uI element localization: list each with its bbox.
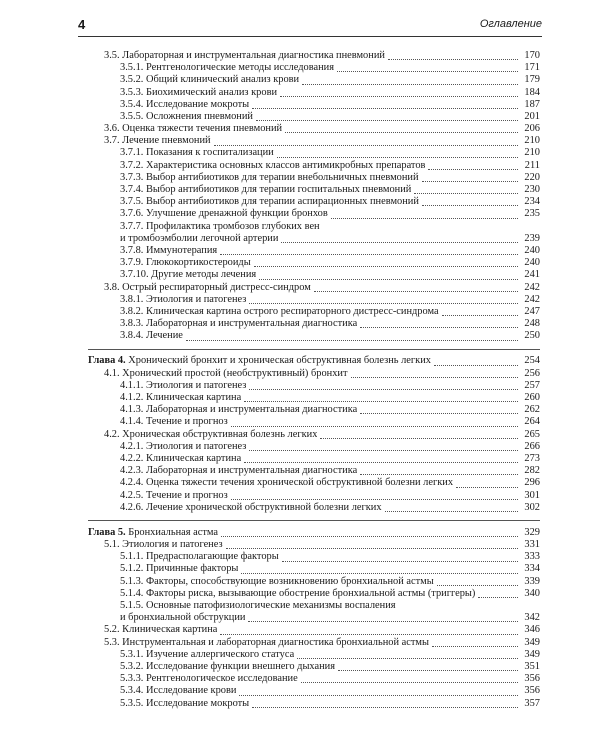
toc-entry bbox=[88, 87, 540, 99]
toc-page-number: 334 bbox=[524, 563, 540, 575]
entry-text: и бронхиальной обструкции bbox=[120, 612, 246, 624]
toc-entry-title bbox=[120, 99, 249, 111]
toc-entry-title bbox=[120, 330, 183, 342]
toc-section-chapter-3 bbox=[88, 50, 540, 343]
entry-text: 5.3.3. Рентгенологическое исследование bbox=[120, 673, 298, 685]
toc-chapter-entry bbox=[88, 527, 540, 539]
toc-page-number: 241 bbox=[524, 269, 540, 281]
toc-entry bbox=[88, 306, 540, 318]
toc-page-number: 273 bbox=[524, 452, 540, 464]
toc-page-number: 210 bbox=[524, 135, 540, 147]
dot-leader bbox=[360, 413, 518, 414]
dot-leader bbox=[226, 548, 518, 549]
dot-leader bbox=[338, 670, 518, 671]
entry-text: 4.2.2. Клиническая картина bbox=[120, 452, 242, 464]
entry-text: 4.1.2. Клиническая картина bbox=[120, 392, 242, 404]
toc-entry-title bbox=[120, 563, 238, 575]
toc-entry-title bbox=[120, 551, 279, 563]
toc-entry-title bbox=[120, 416, 228, 428]
toc-entry-title bbox=[120, 87, 277, 99]
toc-entry bbox=[88, 685, 540, 697]
toc-entry bbox=[88, 135, 540, 147]
toc-page-number: 230 bbox=[524, 184, 540, 196]
toc-entry-title bbox=[120, 257, 251, 269]
dot-leader bbox=[360, 474, 518, 475]
toc-entry bbox=[88, 208, 540, 220]
toc-page-number: 282 bbox=[524, 465, 540, 477]
toc-entry-title bbox=[104, 135, 211, 147]
entry-text: 3.8.2. Клиническая картина острого респираторного дистресс-синдрома bbox=[120, 305, 439, 317]
entry-text: 5.1.2. Причинные факторы bbox=[120, 563, 239, 575]
entry-text: 3.5. Лабораторная и инструментальная диагностика пневмоний bbox=[104, 49, 385, 61]
toc-page-number: 179 bbox=[524, 74, 540, 86]
toc-entry bbox=[88, 257, 540, 269]
toc-section-chapter-5 bbox=[88, 527, 540, 710]
toc-page-number: 242 bbox=[524, 281, 540, 293]
toc-entry bbox=[88, 330, 540, 342]
page-header bbox=[78, 16, 542, 37]
toc-entry bbox=[88, 564, 540, 576]
dot-leader bbox=[254, 266, 518, 267]
toc-page-number: 242 bbox=[524, 293, 540, 305]
section-divider bbox=[88, 349, 540, 350]
entry-text: 4.1.3. Лабораторная и инструментальная диагностика bbox=[120, 404, 358, 416]
toc-entry-title bbox=[120, 502, 382, 514]
dot-leader bbox=[231, 499, 518, 500]
entry-text: 4.1.1. Этиология и патогенез bbox=[120, 379, 247, 391]
table-of-contents bbox=[88, 50, 540, 710]
toc-page-number: 240 bbox=[524, 244, 540, 256]
toc-entry bbox=[88, 576, 540, 588]
toc-page-number: 187 bbox=[524, 98, 540, 110]
toc-entry bbox=[88, 649, 540, 661]
toc-page-number: 302 bbox=[524, 501, 540, 513]
toc-page-number: 349 bbox=[524, 636, 540, 648]
toc-entry bbox=[88, 637, 540, 649]
entry-text: 5.1. Этиология и патогенез bbox=[104, 539, 223, 551]
toc-entry-title bbox=[120, 147, 274, 159]
dot-leader bbox=[256, 120, 518, 121]
toc-entry bbox=[88, 416, 540, 428]
entry-text: 3.7.7. Профилактика тромбозов глубоких вен bbox=[120, 220, 320, 232]
toc-entry bbox=[88, 282, 540, 294]
toc-entry bbox=[88, 233, 540, 245]
dot-leader bbox=[456, 487, 518, 488]
toc-entry-title bbox=[120, 184, 411, 196]
dot-leader bbox=[241, 573, 518, 574]
toc-page-number: 264 bbox=[524, 416, 540, 428]
toc-entry-title bbox=[120, 465, 357, 477]
running-title: Оглавление bbox=[479, 18, 542, 30]
toc-entry-title bbox=[120, 74, 299, 86]
entry-text: 3.5.3. Биохимический анализ крови bbox=[120, 86, 278, 98]
toc-entry bbox=[88, 160, 540, 172]
entry-text: Хронический бронхит и хроническая обструктивная болезнь легких bbox=[125, 355, 431, 367]
chapter-label: Глава 4. bbox=[88, 355, 126, 367]
toc-page-number: 342 bbox=[524, 612, 540, 624]
toc-entry-title bbox=[104, 282, 311, 294]
toc-entry bbox=[88, 429, 540, 441]
entry-text: 3.7.4. Выбор антибиотиков для терапии госпитальных пневмоний bbox=[120, 184, 412, 196]
toc-page-number: 206 bbox=[524, 123, 540, 135]
entry-text: 3.7. Лечение пневмоний bbox=[104, 135, 211, 147]
toc-entry-title bbox=[120, 233, 278, 245]
toc-page-number: 184 bbox=[524, 86, 540, 98]
toc-entry-title bbox=[120, 160, 425, 172]
dot-leader bbox=[186, 340, 518, 341]
entry-text: 5.2. Клиническая картина bbox=[104, 624, 218, 636]
toc-entry bbox=[88, 368, 540, 380]
toc-entry-title bbox=[120, 392, 241, 404]
toc-entry bbox=[88, 294, 540, 306]
toc-entry bbox=[88, 673, 540, 685]
toc-page-number: 171 bbox=[524, 62, 540, 74]
toc-entry-title bbox=[120, 208, 328, 220]
dot-leader bbox=[388, 59, 518, 60]
page-number: 4 bbox=[78, 17, 86, 32]
toc-page-number: 257 bbox=[524, 379, 540, 391]
toc-page-number: 247 bbox=[524, 305, 540, 317]
toc-entry bbox=[88, 380, 540, 392]
toc-entry-title bbox=[120, 685, 236, 697]
entry-text: 5.1.5. Основные патофизиологические механизмы воспаления bbox=[120, 600, 396, 612]
dot-leader bbox=[320, 438, 518, 439]
toc-entry-title bbox=[120, 318, 357, 330]
toc-entry bbox=[88, 318, 540, 330]
toc-entry-title bbox=[104, 368, 348, 380]
entry-text: 5.3.4. Исследование крови bbox=[120, 685, 237, 697]
dot-leader bbox=[220, 634, 518, 635]
entry-text: 3.7.2. Характеристика основных классов антимикробных препаратов bbox=[120, 159, 426, 171]
toc-entry bbox=[88, 661, 540, 673]
dot-leader bbox=[239, 695, 518, 696]
toc-page-number: 254 bbox=[524, 355, 540, 367]
entry-text: 4.1. Хронический простой (необструктивный) бронхит bbox=[104, 367, 348, 379]
toc-entry-title bbox=[120, 62, 334, 74]
toc-entry bbox=[88, 99, 540, 111]
toc-entry-title bbox=[120, 490, 228, 502]
toc-page-number: 201 bbox=[524, 110, 540, 122]
toc-entry-title bbox=[104, 539, 223, 551]
entry-text: 5.3.5. Исследование мокроты bbox=[120, 697, 250, 709]
dot-leader bbox=[252, 108, 518, 109]
toc-page-number: 248 bbox=[524, 318, 540, 330]
toc-entry bbox=[88, 490, 540, 502]
entry-text: 3.5.4. Исследование мокроты bbox=[120, 98, 250, 110]
toc-page-number: 262 bbox=[524, 404, 540, 416]
dot-leader bbox=[414, 193, 518, 194]
toc-entry bbox=[88, 441, 540, 453]
entry-text: 3.7.6. Улучшение дренажной функции бронхов bbox=[120, 208, 328, 220]
toc-entry-title bbox=[120, 404, 357, 416]
toc-page-number: 331 bbox=[524, 539, 540, 551]
toc-entry-title bbox=[120, 698, 249, 710]
toc-entry bbox=[88, 62, 540, 74]
toc-page-number: 170 bbox=[524, 49, 540, 61]
entry-text: 4.2.3. Лабораторная и инструментальная диагностика bbox=[120, 465, 358, 477]
entry-text: 5.1.1. Предрасполагающие факторы bbox=[120, 551, 279, 563]
toc-page-number: 235 bbox=[524, 208, 540, 220]
entry-text: 4.2.4. Оценка тяжести течения хронической обструктивной болезни легких bbox=[120, 477, 454, 489]
dot-leader bbox=[281, 242, 518, 243]
toc-page-number: 346 bbox=[524, 624, 540, 636]
entry-text: 3.8.3. Лабораторная и инструментальная диагностика bbox=[120, 318, 358, 330]
toc-entry-title bbox=[120, 294, 246, 306]
entry-text: и тромбоэмболии легочной артерии bbox=[120, 232, 279, 244]
toc-page-number: 234 bbox=[524, 196, 540, 208]
dot-leader bbox=[249, 450, 518, 451]
dot-leader bbox=[434, 365, 518, 366]
toc-entry-title bbox=[120, 576, 434, 588]
dot-leader bbox=[351, 377, 518, 378]
entry-text: 4.2. Хроническая обструктивная болезнь легких bbox=[104, 428, 318, 440]
toc-entry bbox=[88, 269, 540, 281]
entry-text: 3.7.1. Показания к госпитализации bbox=[120, 147, 274, 159]
dot-leader bbox=[231, 426, 518, 427]
toc-entry bbox=[88, 404, 540, 416]
dot-leader bbox=[337, 71, 518, 72]
toc-entry-title bbox=[104, 429, 317, 441]
dot-leader bbox=[297, 658, 518, 659]
toc-page-number: 266 bbox=[524, 440, 540, 452]
toc-entry-title bbox=[104, 123, 282, 135]
toc-entry-title bbox=[104, 624, 217, 636]
dot-leader bbox=[282, 561, 518, 562]
toc-page-number: 240 bbox=[524, 257, 540, 269]
entry-text: 5.3. Инструментальная и лабораторная диагностика бронхиальной астмы bbox=[104, 636, 429, 648]
toc-page-number: 256 bbox=[524, 367, 540, 379]
dot-leader bbox=[285, 132, 518, 133]
toc-page-number: 210 bbox=[524, 147, 540, 159]
dot-leader bbox=[244, 401, 518, 402]
entry-text: 4.2.5. Течение и прогноз bbox=[120, 489, 228, 501]
dot-leader bbox=[331, 218, 518, 219]
toc-page-number: 351 bbox=[524, 660, 540, 672]
dot-leader bbox=[314, 291, 518, 292]
toc-entry-title bbox=[120, 269, 256, 281]
toc-page-number: 329 bbox=[524, 526, 540, 538]
dot-leader bbox=[385, 511, 518, 512]
dot-leader bbox=[277, 157, 518, 158]
dot-leader bbox=[478, 597, 518, 598]
toc-entry-title bbox=[88, 527, 218, 539]
entry-text: 3.6. Оценка тяжести течения пневмоний bbox=[104, 123, 283, 135]
toc-entry bbox=[88, 392, 540, 404]
dot-leader bbox=[428, 169, 518, 170]
dot-leader bbox=[302, 84, 518, 85]
dot-leader bbox=[244, 462, 518, 463]
dot-leader bbox=[248, 621, 518, 622]
entry-text: 4.1.4. Течение и прогноз bbox=[120, 416, 228, 428]
toc-entry bbox=[88, 502, 540, 514]
dot-leader bbox=[301, 682, 518, 683]
toc-page-number: 250 bbox=[524, 330, 540, 342]
dot-leader bbox=[422, 205, 518, 206]
dot-leader bbox=[249, 389, 518, 390]
toc-entry bbox=[88, 600, 540, 612]
dot-leader bbox=[249, 303, 518, 304]
entry-text: 3.8.1. Этиология и патогенез bbox=[120, 293, 247, 305]
entry-text: 4.2.6. Лечение хронической обструктивной болезни легких bbox=[120, 501, 382, 513]
toc-page-number: 333 bbox=[524, 551, 540, 563]
entry-text: 3.5.5. Осложнения пневмоний bbox=[120, 110, 253, 122]
toc-entry bbox=[88, 196, 540, 208]
section-divider bbox=[88, 520, 540, 521]
entry-text: 3.8.4. Лечение bbox=[120, 330, 183, 342]
toc-section-chapter-4 bbox=[88, 356, 540, 514]
chapter-label: Глава 5. bbox=[88, 526, 126, 538]
toc-entry-title bbox=[120, 649, 294, 661]
dot-leader bbox=[437, 585, 518, 586]
toc-chapter-entry bbox=[88, 356, 540, 368]
entry-text: 3.7.8. Иммунотерапия bbox=[120, 244, 218, 256]
toc-entry bbox=[88, 551, 540, 563]
entry-text: 5.1.3. Факторы, способствующие возникновению бронхиальной астмы bbox=[120, 575, 434, 587]
toc-entry bbox=[88, 221, 540, 233]
toc-entry bbox=[88, 50, 540, 62]
toc-entry-title bbox=[120, 477, 453, 489]
toc-page-number: 356 bbox=[524, 685, 540, 697]
toc-entry bbox=[88, 624, 540, 636]
toc-page-number: 220 bbox=[524, 171, 540, 183]
toc-entry-title bbox=[120, 441, 246, 453]
toc-entry bbox=[88, 111, 540, 123]
toc-page-number: 265 bbox=[524, 428, 540, 440]
entry-text: 4.2.1. Этиология и патогенез bbox=[120, 440, 247, 452]
toc-entry-title bbox=[120, 612, 245, 624]
entry-text: 3.8. Острый респираторный дистресс-синдром bbox=[104, 281, 311, 293]
toc-entry-title bbox=[120, 172, 419, 184]
entry-text: 3.5.1. Рентгенологические методы исследования bbox=[120, 62, 334, 74]
dot-leader bbox=[259, 279, 518, 280]
dot-leader bbox=[214, 145, 518, 146]
dot-leader bbox=[360, 327, 518, 328]
entry-text: 5.3.2. Исследование функции внешнего дыхания bbox=[120, 660, 336, 672]
toc-entry-title bbox=[120, 306, 439, 318]
toc-page-number: 296 bbox=[524, 477, 540, 489]
toc-page-number: 260 bbox=[524, 392, 540, 404]
toc-entry bbox=[88, 123, 540, 135]
toc-entry-title bbox=[88, 355, 431, 367]
toc-entry bbox=[88, 539, 540, 551]
toc-page-number: 349 bbox=[524, 648, 540, 660]
toc-page-number: 340 bbox=[524, 587, 540, 599]
toc-page-number: 356 bbox=[524, 673, 540, 685]
toc-entry-title bbox=[120, 221, 320, 233]
dot-leader bbox=[252, 707, 518, 708]
entry-text: 5.1.4. Факторы риска, вызывающие обострение бронхиальной астмы (триггеры) bbox=[120, 587, 476, 599]
entry-text: 3.7.9. Глюкокортикостероиды bbox=[120, 257, 251, 269]
toc-entry-title bbox=[120, 196, 419, 208]
dot-leader bbox=[422, 181, 518, 182]
toc-entry bbox=[88, 612, 540, 624]
toc-entry-title bbox=[120, 111, 253, 123]
toc-entry bbox=[88, 184, 540, 196]
toc-page-number: 301 bbox=[524, 489, 540, 501]
toc-entry bbox=[88, 74, 540, 86]
toc-entry bbox=[88, 453, 540, 465]
dot-leader bbox=[432, 646, 518, 647]
entry-text: 5.3.1. Изучение аллергического статуса bbox=[120, 648, 295, 660]
toc-entry-title bbox=[104, 637, 429, 649]
toc-entry-title bbox=[120, 380, 246, 392]
toc-entry bbox=[88, 588, 540, 600]
dot-leader bbox=[280, 96, 518, 97]
toc-entry-title bbox=[120, 600, 396, 612]
dot-leader bbox=[442, 315, 518, 316]
entry-text: 3.5.2. Общий клинический анализ крови bbox=[120, 74, 300, 86]
toc-entry bbox=[88, 698, 540, 710]
entry-text: Бронхиальная астма bbox=[125, 526, 219, 538]
toc-entry bbox=[88, 465, 540, 477]
toc-entry-title bbox=[104, 50, 385, 62]
dot-leader bbox=[220, 254, 518, 255]
toc-entry bbox=[88, 172, 540, 184]
toc-page-number: 339 bbox=[524, 575, 540, 587]
toc-page-number: 211 bbox=[524, 159, 540, 171]
toc-page-number: 357 bbox=[524, 697, 540, 709]
toc-page-number: 239 bbox=[524, 232, 540, 244]
toc-entry bbox=[88, 477, 540, 489]
dot-leader bbox=[221, 536, 518, 537]
toc-entry bbox=[88, 148, 540, 160]
entry-text: 3.7.5. Выбор антибиотиков для терапии аспирационных пневмоний bbox=[120, 196, 419, 208]
entry-text: 3.7.3. Выбор антибиотиков для терапии внебольничных пневмоний bbox=[120, 171, 419, 183]
toc-entry-title bbox=[120, 661, 335, 673]
toc-entry-title bbox=[120, 245, 217, 257]
toc-entry bbox=[88, 245, 540, 257]
entry-text: 3.7.10. Другие методы лечения bbox=[120, 269, 257, 281]
toc-entry-title bbox=[120, 588, 475, 600]
toc-entry-title bbox=[120, 673, 298, 685]
toc-entry-title bbox=[120, 453, 241, 465]
